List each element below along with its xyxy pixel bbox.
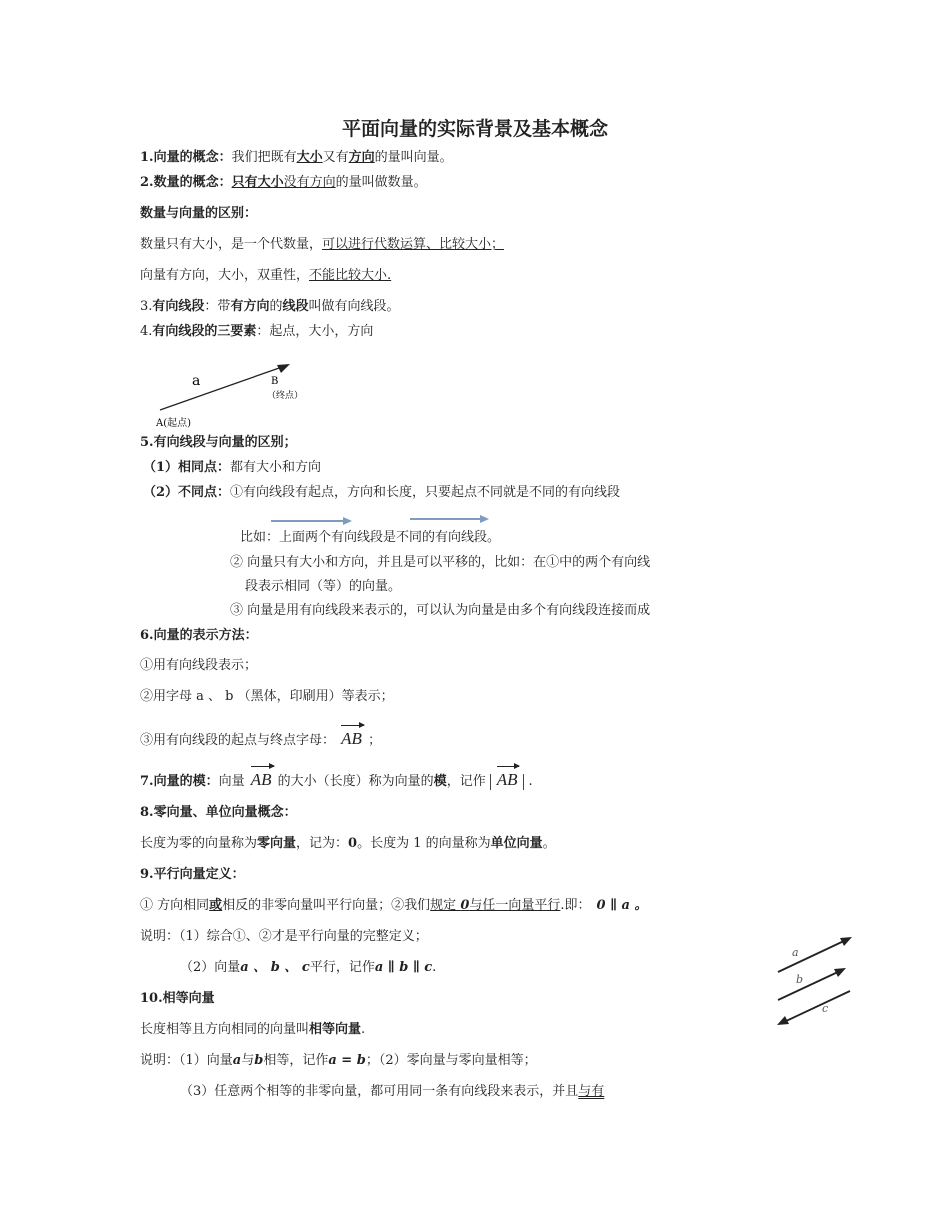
- segment-arrowhead: [277, 364, 290, 373]
- parallel-definition: ① 方向相同或相反的非零向量叫平行向量；②我们规定 0与任一向量平行.即： 0 ∥ a 。: [140, 898, 648, 913]
- segment-1-arrowhead: [343, 517, 352, 525]
- vector-magnitude: 7.向量的模：向量 AB 的大小（长度）称为向量的模，记作 AB .: [140, 765, 533, 793]
- vector-ab-abs: AB: [497, 765, 518, 791]
- vector-c-arrowhead: [777, 1016, 789, 1025]
- point-2-line-a: ② 向量只有大小和方向，并且是可以平移的，比如：在①中的两个有向线: [230, 555, 651, 570]
- segment-2-arrowhead: [480, 515, 489, 523]
- page-title: 平面向量的实际背景及基本概念: [341, 118, 608, 140]
- diff-point: （2）不同点：①有向线段有起点，方向和长度，只要起点不同就是不同的有向线段: [143, 485, 621, 500]
- abs-bar-right: [523, 774, 524, 790]
- parallel-note-1: 说明：（1）综合①、②才是平行向量的完整定义；: [140, 929, 428, 944]
- vector-b-arrowhead: [834, 968, 846, 977]
- same-point: （1）相同点：都有大小和方向: [143, 460, 322, 475]
- abs-bar-left: [490, 774, 491, 790]
- equal-vector-def: 长度相等且方向相同的向量叫相等向量.: [140, 1022, 366, 1037]
- vector-c-line: [784, 991, 850, 1022]
- difference-line-2: 向量有方向，大小，双重性，不能比较大小.: [140, 268, 392, 283]
- label-a: a: [192, 373, 201, 389]
- label-end: （终点）: [267, 391, 304, 401]
- label-start: A(起点): [156, 418, 192, 429]
- label-b: B: [271, 376, 279, 387]
- vector-concept: 1.向量的概念：我们把既有大小又有方向的量叫向量。: [140, 150, 453, 165]
- section8-heading: 8.零向量、单位向量概念：: [140, 805, 297, 820]
- segment-line: [160, 367, 282, 410]
- vector-a-arrowhead: [840, 937, 852, 946]
- directed-segment-def: 3.有向线段：带有方向的线段叫做有向线段。: [140, 299, 400, 314]
- equal-note-1: 说明：（1）向量a与b相等，记作a = b；（2）零向量与零向量相等；: [140, 1053, 537, 1068]
- method-2: ②用字母 a 、 b （黑体，印刷用）等表示；: [140, 689, 394, 704]
- directed-segment-figure: [150, 355, 320, 435]
- vector-b-label: b: [796, 973, 804, 986]
- section6-heading: 6.向量的表示方法：: [140, 628, 258, 643]
- section5-heading: 5.有向线段与向量的区别；: [140, 435, 297, 450]
- difference-line-1: 数量只有大小，是一个代数量，可以进行代数运算、比较大小；: [140, 237, 505, 252]
- vector-a-line: [778, 940, 846, 972]
- method-1: ①用有向线段表示；: [140, 658, 258, 673]
- two-segments-figure: [265, 510, 495, 530]
- vector-ab: AB: [341, 724, 362, 750]
- vector-c-label: c: [822, 1002, 829, 1015]
- parallel-note-2: （2）向量a 、 b 、 c平行，记作a ∥ b ∥ c.: [180, 960, 437, 975]
- example-text: 比如：上面两个有向线段是不同的有向线段。: [240, 530, 501, 545]
- point-3: ③ 向量是用有向线段来表示的，可以认为向量是由多个有向线段连接而成: [230, 603, 651, 618]
- vector-b-line: [778, 971, 840, 1000]
- vector-ab: AB: [251, 765, 272, 791]
- section9-heading: 9.平行向量定义：: [140, 867, 245, 882]
- zero-unit-vector: 长度为零的向量称为零向量，记为：0。长度为 1 的向量称为单位向量。: [140, 836, 556, 851]
- method-3: ③用有向线段的起点与终点字母： AB ；: [140, 724, 381, 752]
- scalar-concept: 2.数量的概念：只有大小没有方向的量叫做数量。: [140, 175, 427, 190]
- section10-heading: 10.相等向量: [140, 991, 215, 1006]
- difference-heading: 数量与向量的区别：: [140, 206, 258, 221]
- point-2-line-b: 段表示相同（等）的向量。: [245, 579, 402, 594]
- three-elements: 4.有向线段的三要素：起点，大小，方向: [140, 324, 374, 339]
- parallel-vectors-figure: [770, 928, 860, 1033]
- equal-note-2: （3）任意两个相等的非零向量，都可用同一条有向线段来表示，并且与有: [180, 1084, 605, 1099]
- vector-a-label: a: [792, 946, 799, 959]
